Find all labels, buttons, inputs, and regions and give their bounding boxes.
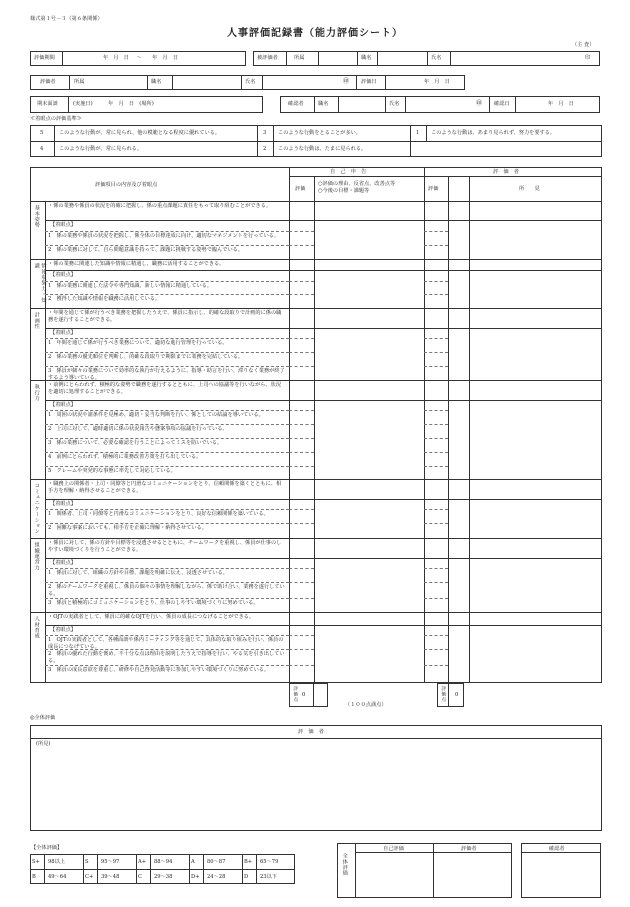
overall-box: [30, 725, 602, 831]
eval-date-value[interactable]: 年 月 日: [424, 79, 450, 85]
grade-letter: C+: [85, 874, 94, 880]
evaluatee-label: 被評価者: [257, 55, 278, 61]
section-description: ・職務上の関係者・上司・同僚等と円滑なコミュニケーションをとり、信頼関係を築くとともに、相手方を理解・納得させることができる。: [48, 481, 282, 494]
section-name: 計画性: [33, 312, 40, 330]
final-confirmer-head: 確認者: [549, 846, 565, 852]
section-description: ・OJTの実践者として、係員に的確なOJTを行い、係員の成長につなげることができる。: [48, 614, 255, 620]
evaluation-point: 1 係の業務や係員の状況を把握し、係全体の目標達成に向け、適切なマネジメントを行っている。: [48, 233, 280, 239]
grade-range: 95～97: [101, 859, 120, 865]
criteria-desc-3: このような行動をとることが多い。: [278, 130, 362, 136]
section-name: 情報収集力・知識: [33, 263, 47, 303]
table-head-self: 自 己 申 告: [330, 169, 367, 175]
self-score-cell[interactable]: [290, 666, 313, 682]
form-number: 様式第１号－３（第６条関係）: [30, 16, 103, 22]
grade-range: 98以上: [48, 859, 65, 865]
grade-range: 80～87: [207, 859, 226, 865]
section-divider: [30, 538, 602, 539]
section-name: 組織運営力: [33, 542, 40, 571]
self-score-cell[interactable]: [290, 295, 313, 307]
evaluation-point: 1 関係者、上司・同僚等と円滑なコミュニケーションをとり、良好な信頼関係を築いている。: [48, 511, 269, 517]
evaluator-score-cell[interactable]: [425, 650, 447, 664]
evaluation-point: 3 係員の成長意欲を尊重し、研修や自己啓発活動等に参加しやすい環境づくりに努めている。: [48, 667, 270, 673]
self-score-cell[interactable]: [290, 353, 313, 365]
period-value[interactable]: 年 月 日 ～ 年 月 日: [103, 55, 179, 61]
self-score-cell[interactable]: [290, 467, 313, 478]
section-divider: [30, 479, 602, 480]
evaluation-point: 1 周囲の状況や諸条件を見極め、適切・妥当な判断を行い、係としての結論を導いている。: [48, 412, 264, 418]
evaluator-score-cell[interactable]: [425, 411, 447, 423]
criteria-score-5: 5: [40, 130, 44, 136]
section-name: 執行力: [33, 384, 40, 402]
self-score-cell[interactable]: [290, 599, 313, 611]
evaluator-score-cell[interactable]: [425, 524, 447, 537]
evaluator-score-cell[interactable]: [425, 453, 447, 465]
criteria-score-3: 3: [263, 130, 267, 136]
table-head-evaluator: 評 価 者: [493, 169, 519, 175]
evaluatee-dept-label: 所属: [294, 55, 305, 61]
section-name: コミュニケーション: [33, 483, 40, 535]
section-divider: [30, 259, 602, 260]
self-score-cell[interactable]: [290, 367, 313, 379]
confirm-date-value[interactable]: 年 月 日: [548, 101, 574, 107]
evaluator-score-cell[interactable]: [425, 339, 447, 351]
self-score-cell[interactable]: [290, 583, 313, 597]
self-score-cell[interactable]: [290, 510, 313, 522]
table-head-items: 評価項目の内容及び着眼点: [95, 182, 158, 188]
evaluator-score-cell[interactable]: [425, 232, 447, 244]
final-label: 全体評価: [341, 853, 348, 876]
confirmer-position-label: 職名: [318, 101, 329, 107]
evaluator-score-cell[interactable]: [425, 636, 447, 648]
points-label: 【着眼点】: [50, 272, 76, 278]
criteria-score-2: 2: [263, 146, 267, 152]
evaluation-point: 2 獲得した知識や情報を職務に活用している。: [48, 296, 161, 302]
criteria-desc-1: このような行動は、あまり見られず、努力を要する。: [431, 130, 556, 136]
evaluation-point: 1 OJTの実践者として、各種面談や係内ミーティング等を通じて、具体的な取り組みを行い、係員の成長につなげている。: [48, 637, 284, 650]
evaluator-score-cell[interactable]: [425, 282, 447, 293]
criteria-desc-4: このような行動が、常に見られる。: [59, 146, 143, 152]
evaluation-point: 3 係員と積極的にコミュニケーションをとり、仕事のしやすい環境づくりに努めている。: [48, 600, 259, 606]
self-score-cell[interactable]: [290, 636, 313, 648]
evaluation-point: 2 係員の優れた行動を褒め、不十分な点は理由を説明したうえで指導を行い、やる気を引き出している。: [48, 651, 285, 664]
evaluator-score-head: 評価: [428, 186, 439, 192]
self-score-cell[interactable]: [290, 339, 313, 351]
interview-label: 期末面談: [37, 101, 58, 107]
section-divider: [30, 380, 602, 381]
self-score-cell[interactable]: [290, 246, 313, 258]
evaluatee-name-label: 氏名: [431, 55, 442, 61]
grade-range: 49～64: [48, 874, 67, 880]
section-description: ・係の業務に関連した知識や情報に精通し、職務に活用することができる。: [48, 261, 225, 267]
section-divider: [30, 612, 602, 613]
self-score-head: 評価: [295, 186, 306, 192]
final-self-head: 自己評価: [383, 846, 404, 852]
evaluator-name-label: 氏名: [245, 79, 256, 85]
grade-range: 39～48: [101, 874, 120, 880]
evaluator-dept-label: 所属: [74, 79, 85, 85]
grade-letter: D: [244, 874, 249, 880]
overall-opinion-label[interactable]: (所見): [36, 741, 51, 747]
self-total-label: 評価点: [292, 686, 298, 702]
evaluation-point: 1 係員に対して、組織の方針や目標、課題を明確に伝え、浸透させている。: [48, 570, 228, 576]
confirm-date-label: 確認日: [494, 101, 510, 107]
evaluator-opinion-head: 所 見: [519, 186, 540, 192]
points-label: 【着眼点】: [50, 402, 76, 408]
grade-range: 29～38: [154, 874, 173, 880]
grade-range: 65～79: [260, 859, 279, 865]
interview-date[interactable]: (実施日) 年 月 日 (場所): [73, 101, 154, 107]
criteria-title: ≪着眼点の評価基準≫: [30, 116, 82, 122]
evaluatee-seal: 印: [585, 55, 591, 61]
evaluation-point: 3 係の業務について、必要な確認を行うことによってミスを防いでいる。: [48, 440, 223, 446]
evaluation-point: 3 係員が個々の業務について効率的な執行が行えるように、指導・助言を行い、滞りなく業務が終了するよう導いている。: [48, 368, 285, 381]
grade-letter: C: [138, 874, 142, 880]
points-label: 【着眼点】: [50, 627, 76, 633]
criteria-score-4: 4: [40, 146, 44, 152]
evaluator-score-cell[interactable]: [425, 246, 447, 258]
confirmer-name-label: 氏名: [389, 101, 400, 107]
section-description: ・年間を通じて係が行うべき業務を把握したうえで、係員に指示し、的確な段取りで計画的に係の職務を遂行することができる。: [48, 310, 282, 323]
section-description: ・前例にとらわれず、積極的な姿勢で職務を遂行するとともに、上司への協議等を行いながら、状況を適切に処理することができる。: [48, 382, 282, 395]
evaluator-score-cell[interactable]: [425, 666, 447, 682]
points-label: 【着眼点】: [50, 222, 76, 228]
grade-letter: B+: [244, 859, 253, 865]
grades-title: 【全体評価】: [31, 845, 63, 851]
confirmer-label: 確認者: [288, 101, 304, 107]
evaluator-seal: ㊞: [343, 78, 350, 85]
criteria-score-1: 1: [416, 130, 420, 136]
evaluation-point: 2 係の業務に対して、自ら問題意識を持って、課題に挑戦する姿勢で臨んでいる。: [48, 247, 244, 253]
overall-evaluator-head: 評 価 者: [298, 729, 324, 735]
section-description: ・係の業務や係員の状況を的確に把握し、係の重点課題に責任をもって取り組むことができる。: [48, 203, 272, 209]
evaluation-point: 4 前例にとらわれず、積極的に業務改善方策を打ち出している。: [48, 454, 202, 460]
evaluator-score-cell[interactable]: [425, 295, 447, 307]
grade-letter: B: [32, 874, 36, 880]
section-name: 基本姿勢: [33, 205, 40, 228]
self-score-cell[interactable]: [290, 650, 313, 664]
evaluation-point: 2 困難な事案においても、相手方を正確に理解・納得させている。: [48, 525, 207, 531]
evaluator-score-cell[interactable]: [425, 353, 447, 365]
evaluation-point: 1 係の業務に関連した法令や専門知識、新しい情報に精通している。: [48, 283, 213, 289]
evaluator-score-cell[interactable]: [425, 583, 447, 597]
section-description: ・係員に対して、係の方針や目標等を浸透させるとともに、チームワークを重視し、係員が仕事のしやすい環境づくりを行うことができる。: [48, 540, 282, 553]
self-score-cell[interactable]: [290, 453, 313, 465]
points-label: 【着眼点】: [50, 560, 76, 566]
full-marks-note: （１００点満点）: [345, 702, 387, 708]
period-label: 評価期間: [34, 55, 55, 61]
self-score-cell[interactable]: [290, 232, 313, 244]
section-name: 人材育成: [33, 616, 40, 639]
page-title: 人事評価記録書（能力評価シート）: [227, 28, 403, 39]
section-divider: [30, 308, 602, 309]
evaluation-point: 2 係の業務の優先順位を判断し、的確な段取りで期限までに業務を完結している。: [48, 354, 244, 360]
evaluator-position-label: 職名: [151, 79, 162, 85]
evaluator-score-cell[interactable]: [425, 467, 447, 478]
self-total-value: 0: [302, 692, 306, 698]
self-score-cell[interactable]: [290, 411, 313, 423]
grade-range: 88～94: [154, 859, 173, 865]
grade-letter: S+: [32, 859, 40, 865]
evaluator-score-cell[interactable]: [425, 569, 447, 581]
grade-range: 24～28: [207, 874, 226, 880]
evaluatee-position-label: 職名: [361, 55, 372, 61]
self-score-cell[interactable]: [290, 282, 313, 293]
evaluator-score-cell[interactable]: [425, 425, 447, 437]
evaluation-point: 5 クレームや突発的な事態に率先して対応している。: [48, 468, 176, 474]
grade-letter: A+: [138, 859, 147, 865]
evaluation-point: 2 上司に対して、適時適切に係の状況報告や懸案事項の協議を行っている。: [48, 426, 228, 432]
evaluator-label: 評価者: [40, 79, 56, 85]
confirmer-seal: ㊞: [476, 100, 483, 107]
grade-letter: D+: [191, 874, 200, 880]
evaluator-total-value: 0: [455, 692, 459, 698]
grade-letter: S: [85, 859, 89, 865]
points-label: 【着眼点】: [50, 501, 76, 507]
evaluator-score-cell[interactable]: [425, 439, 447, 451]
grade-letter: A: [191, 859, 195, 865]
criteria-desc-5: このような行動が、常に見られ、他の模範となる程度に優れている。: [59, 130, 221, 136]
self-score-cell[interactable]: [290, 524, 313, 537]
grade-range: 23以下: [260, 874, 277, 880]
overall-title: ◎全体評価: [30, 715, 56, 721]
evaluation-point: 1 年間を通じて係が行うべき業務について、適切な進行管理を行っている。: [48, 340, 228, 346]
evaluator-score-cell[interactable]: [425, 510, 447, 522]
points-label: 【着眼点】: [50, 330, 76, 336]
final-evaluator-head: 評価者: [461, 846, 477, 852]
evaluator-total-label: 評価点: [440, 686, 446, 702]
evaluator-score-cell[interactable]: [425, 599, 447, 611]
self-score-cell[interactable]: [290, 439, 313, 451]
criteria-desc-2: このような行動は、たまに見られる。: [278, 146, 367, 152]
self-score-cell[interactable]: [290, 425, 313, 437]
self-reason-head: ○評価の理由、反省点、改善点等 ○今後の目標・課題等: [318, 181, 396, 194]
role-note: （主 査）: [572, 42, 595, 48]
eval-date-label: 評価日: [361, 79, 377, 85]
self-score-cell[interactable]: [290, 569, 313, 581]
evaluation-point: 2 係のチームワークを重視し、係員の個々の事情を理解しながら、係で助け合い、業務を遂行している。: [48, 584, 285, 597]
evaluator-score-cell[interactable]: [425, 367, 447, 379]
